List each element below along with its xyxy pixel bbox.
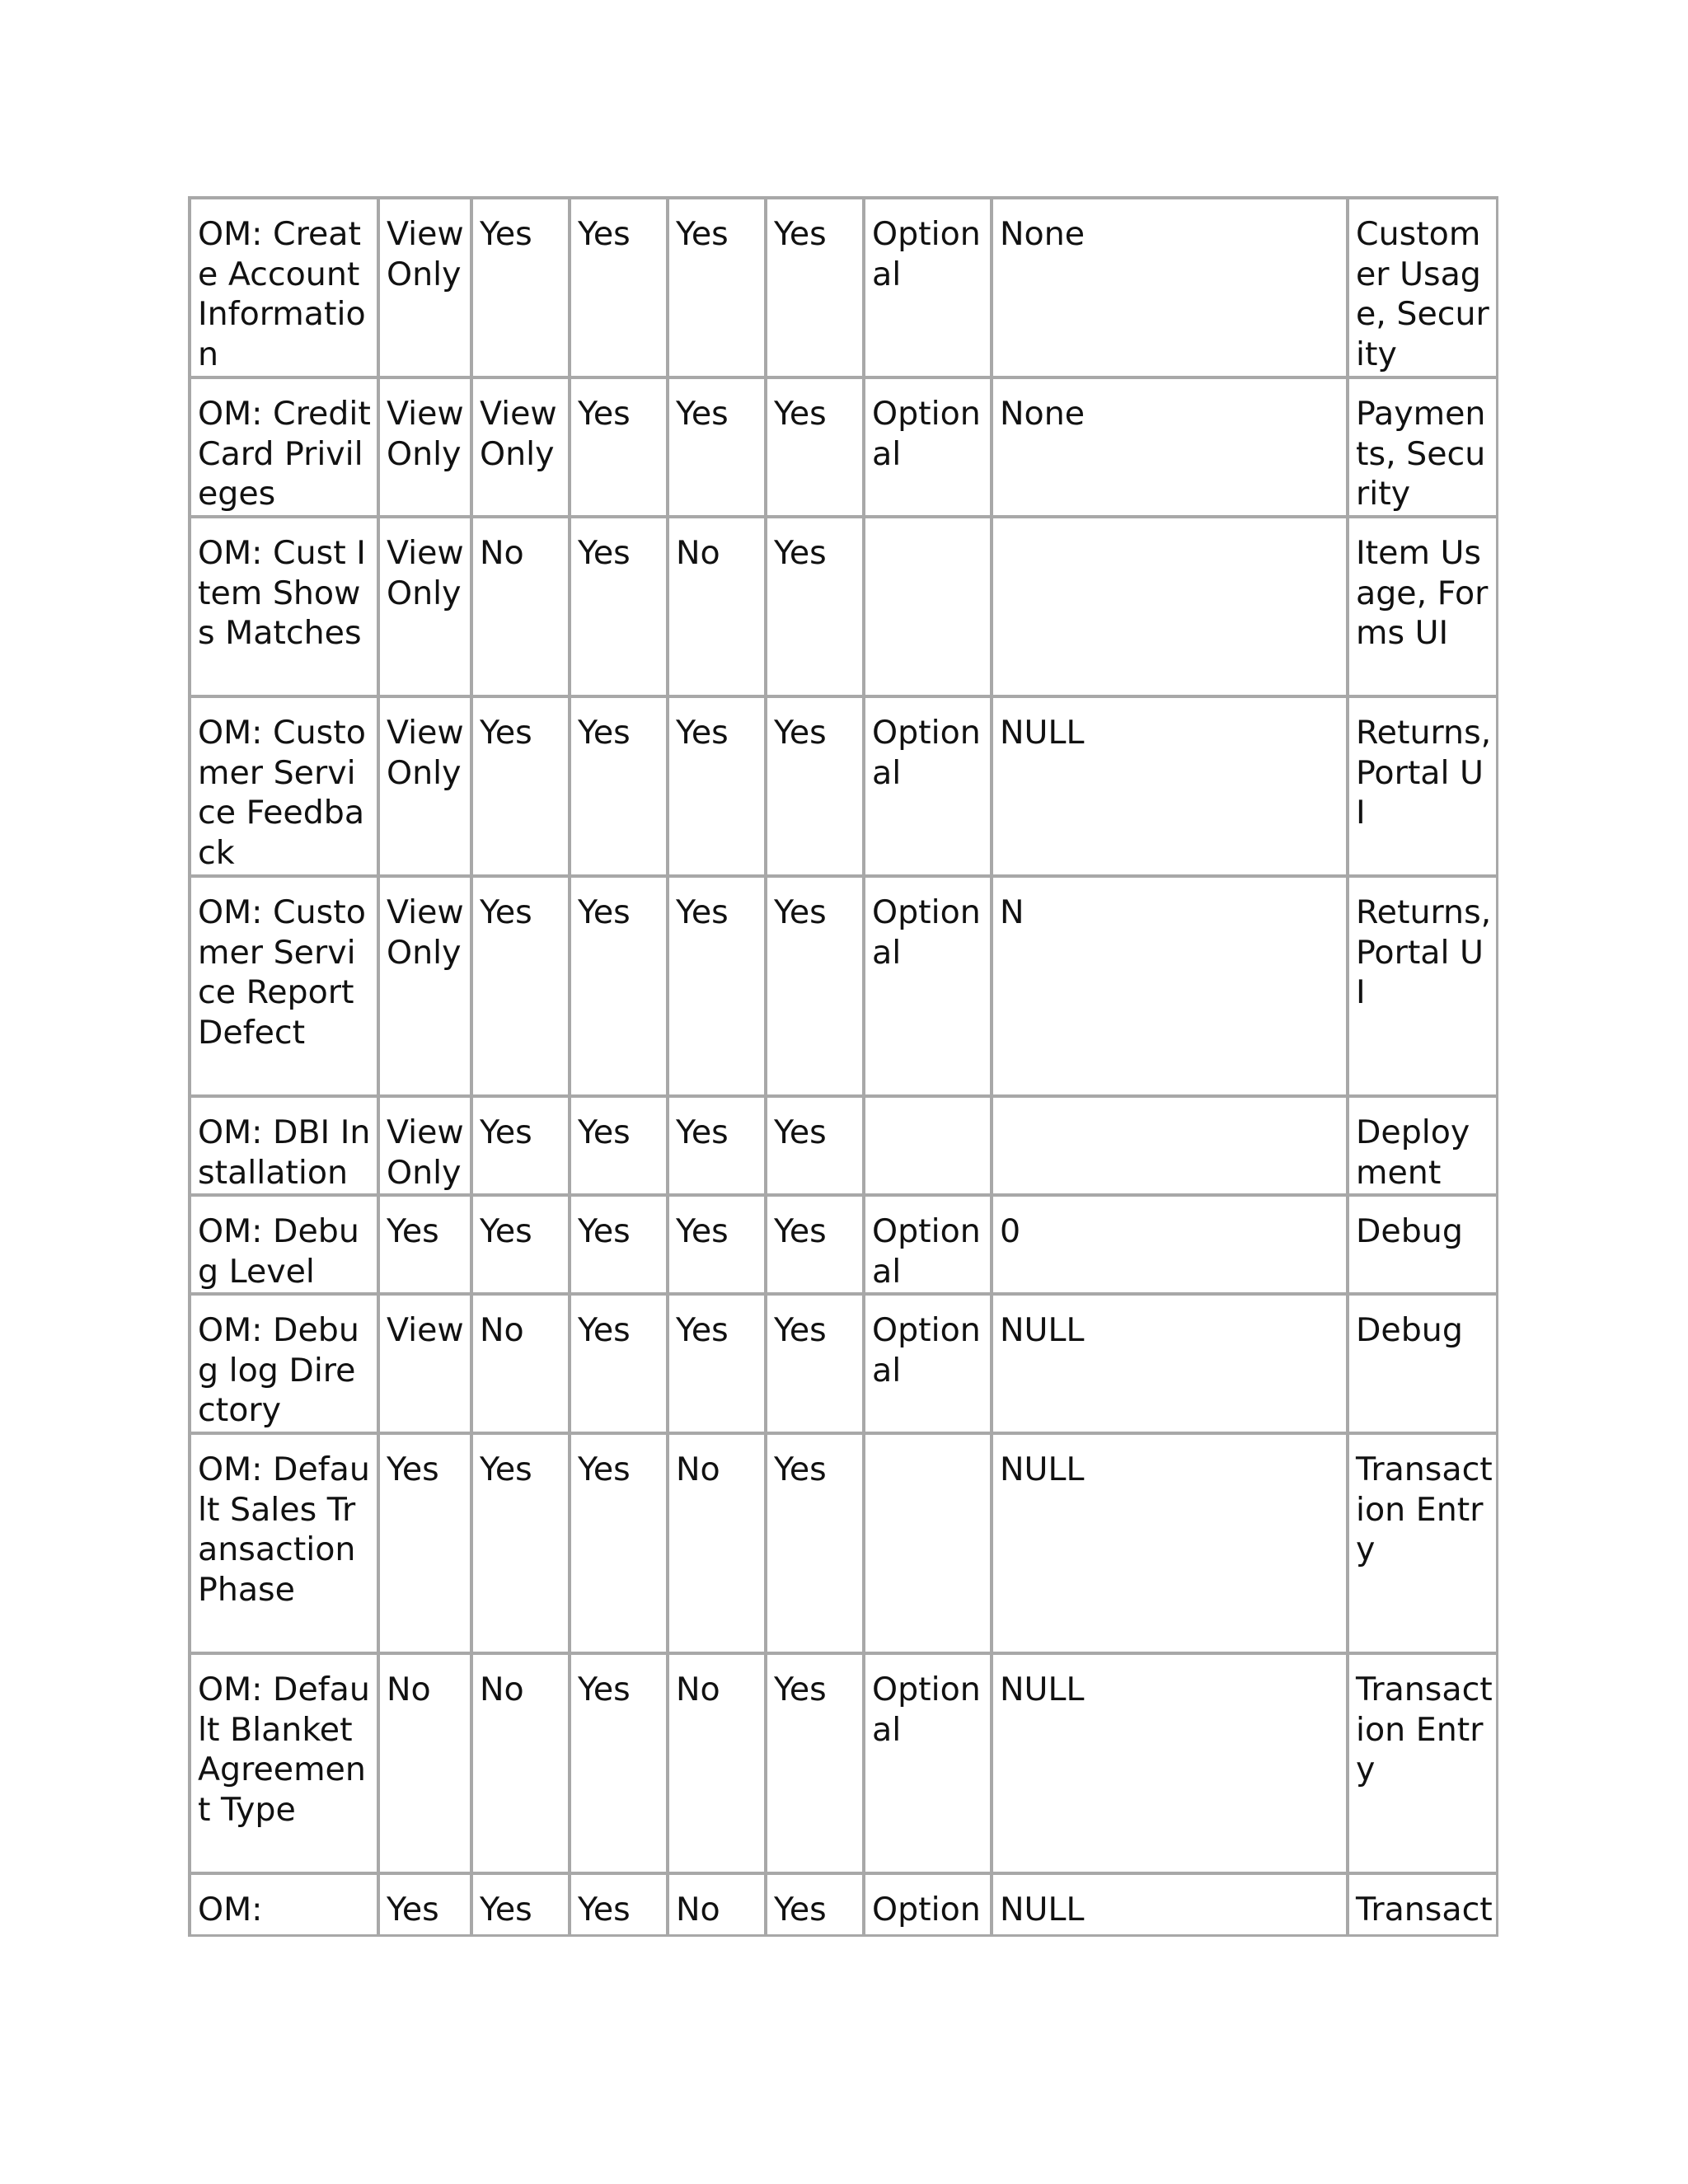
application-level-cell: No [473,518,571,698]
responsibility-level-cell: Yes [571,1197,669,1296]
user-visible-cell: Yes [767,518,865,698]
user-visible-cell: Yes [767,1875,865,1934]
responsibility-level-cell: Yes [571,878,669,1098]
category-cell: Payments, Security [1349,379,1496,518]
user-level-cell: Yes [669,1098,767,1197]
default-value-cell: NULL [993,1655,1349,1875]
site-level-cell: View Only [380,878,473,1098]
user-visible-cell: Yes [767,1655,865,1875]
category-cell: Deployment [1349,1098,1496,1197]
required-cell: Optional [865,1655,993,1875]
category-cell: Item Usage, Forms UI [1349,518,1496,698]
category-cell: Transaction Entry [1349,1435,1496,1655]
default-value-cell: NULL [993,1296,1349,1435]
user-visible-cell: Yes [767,379,865,518]
table-row [191,518,1496,698]
responsibility-level-cell: Yes [571,1655,669,1875]
user-level-cell: No [669,1655,767,1875]
site-level-cell: View Only [380,199,473,379]
default-value-cell: NULL [993,698,1349,878]
table-row [191,1655,1496,1875]
site-level-cell: Yes [380,1435,473,1655]
required-cell: Optional [865,199,993,379]
site-level-cell: View Only [380,518,473,698]
site-level-cell: No [380,1655,473,1875]
required-cell [865,1098,993,1197]
site-level-cell: View [380,1296,473,1435]
user-level-cell: Yes [669,379,767,518]
site-level-cell: View Only [380,698,473,878]
application-level-cell: Yes [473,199,571,379]
site-level-cell: Yes [380,1875,473,1934]
profile-option-name-cell: OM: Debug log Directory [191,1296,380,1435]
user-level-cell: Yes [669,878,767,1098]
required-cell: Optional [865,1296,993,1435]
category-cell: Returns, Portal UI [1349,698,1496,878]
required-cell: Optional [865,1197,993,1296]
default-value-cell: 0 [993,1197,1349,1296]
responsibility-level-cell: Yes [571,1435,669,1655]
profile-option-name-cell: OM: Default Sales Transaction Phase [191,1435,380,1655]
application-level-cell: Yes [473,698,571,878]
site-level-cell: View Only [380,379,473,518]
user-level-cell: Yes [669,1197,767,1296]
category-cell: Debug [1349,1197,1496,1296]
category-cell: Customer Usage, Security [1349,199,1496,379]
application-level-cell: No [473,1296,571,1435]
table-row [191,1435,1496,1655]
default-value-cell: N [993,878,1349,1098]
user-visible-cell: Yes [767,199,865,379]
user-level-cell: No [669,1435,767,1655]
application-level-cell: Yes [473,1098,571,1197]
required-cell [865,518,993,698]
user-visible-cell: Yes [767,878,865,1098]
user-level-cell: Yes [669,698,767,878]
category-cell: Returns, Portal UI [1349,878,1496,1098]
responsibility-level-cell: Yes [571,1875,669,1934]
default-value-cell [993,1098,1349,1197]
required-cell: Optional [865,878,993,1098]
profile-option-name-cell: OM: Customer Service Feedback [191,698,380,878]
required-cell: Optional [865,379,993,518]
category-cell: Debug [1349,1296,1496,1435]
default-value-cell: NULL [993,1875,1349,1934]
user-level-cell: No [669,1875,767,1934]
application-level-cell: Yes [473,878,571,1098]
required-cell [865,1435,993,1655]
user-level-cell: Yes [669,199,767,379]
table-row [191,698,1496,878]
table-row [191,1875,1496,1934]
responsibility-level-cell: Yes [571,698,669,878]
user-level-cell: Yes [669,1296,767,1435]
profile-option-name-cell: OM: Cust Item Shows Matches [191,518,380,698]
table-row [191,1098,1496,1197]
responsibility-level-cell: Yes [571,379,669,518]
table-row [191,878,1496,1098]
user-level-cell: No [669,518,767,698]
default-value-cell: None [993,199,1349,379]
table-row [191,1296,1496,1435]
profile-option-name-cell: OM: DBI Installation [191,1098,380,1197]
table-row [191,379,1496,518]
application-level-cell: Yes [473,1197,571,1296]
table-row [191,1197,1496,1296]
application-level-cell: View Only [473,379,571,518]
category-cell: Transaction Entry [1349,1655,1496,1875]
site-level-cell: View Only [380,1098,473,1197]
default-value-cell [993,518,1349,698]
user-visible-cell: Yes [767,1296,865,1435]
site-level-cell: Yes [380,1197,473,1296]
profile-option-name-cell: OM: Default Blanket Agreement Type [191,1655,380,1875]
table-row [191,199,1496,379]
profile-option-name-cell: OM: Create Account Information [191,199,380,379]
user-visible-cell: Yes [767,1197,865,1296]
user-visible-cell: Yes [767,1435,865,1655]
default-value-cell: None [993,379,1349,518]
profile-option-name-cell: OM: Customer Service Report Defect [191,878,380,1098]
user-visible-cell: Yes [767,698,865,878]
responsibility-level-cell: Yes [571,518,669,698]
profile-option-name-cell: OM: Debug Level [191,1197,380,1296]
category-cell: Transact [1356,1891,1493,1929]
profile-option-name-cell: OM: [191,1875,380,1934]
profile-options-table [188,196,1498,1937]
required-cell: Optional [865,698,993,878]
profile-option-name-cell: OM: Credit Card Privileges [191,379,380,518]
application-level-cell: Yes [473,1435,571,1655]
required-cell: Option [865,1875,993,1934]
default-value-cell: NULL [993,1435,1349,1655]
responsibility-level-cell: Yes [571,1098,669,1197]
application-level-cell: Yes [473,1875,571,1934]
application-level-cell: No [473,1655,571,1875]
responsibility-level-cell: Yes [571,1296,669,1435]
responsibility-level-cell: Yes [571,199,669,379]
user-visible-cell: Yes [767,1098,865,1197]
